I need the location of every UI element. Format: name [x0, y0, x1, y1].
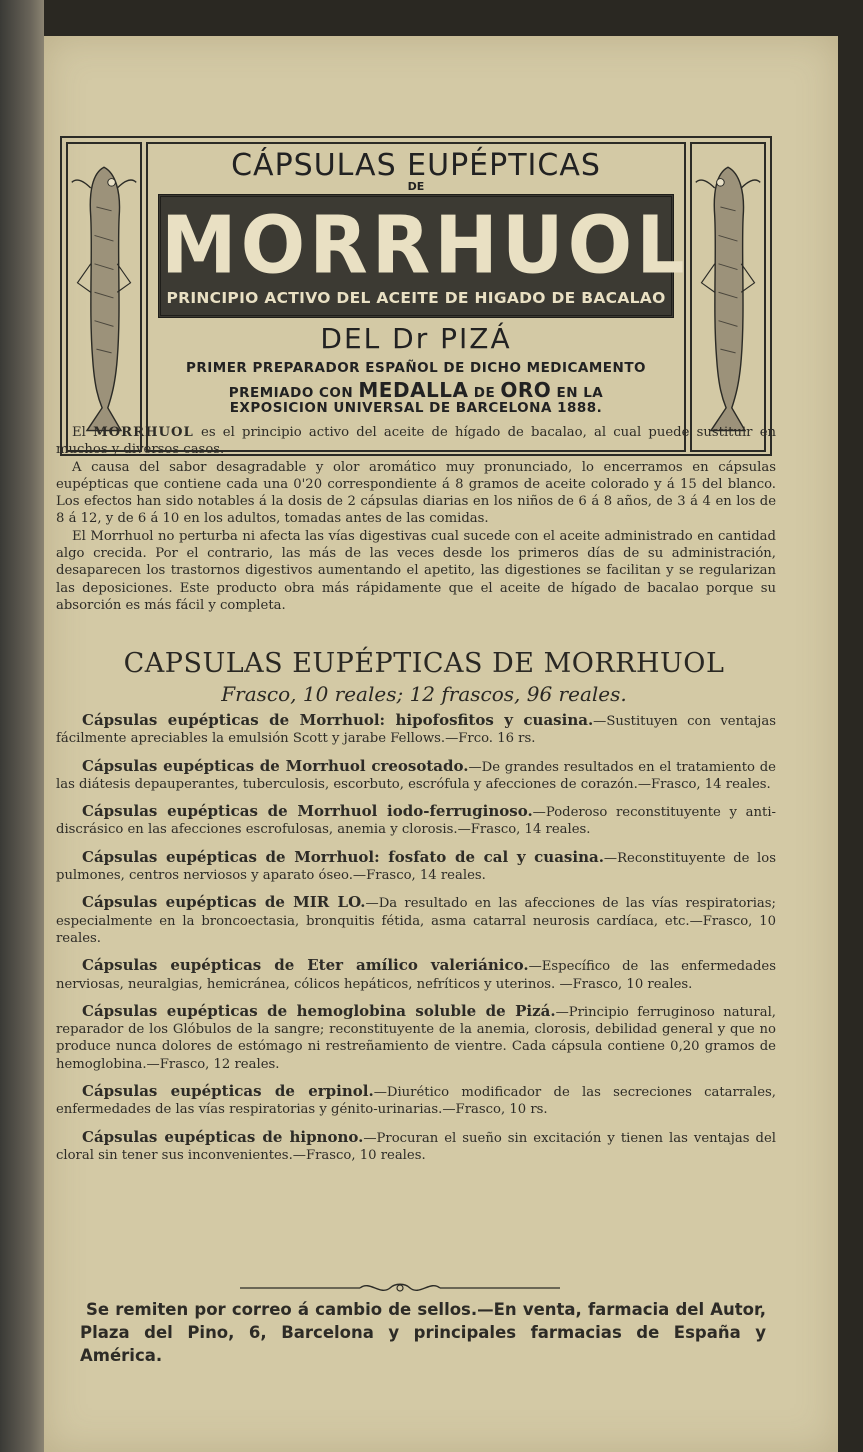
- intro-paragraph-3: El Morrhuol no perturba ni afecta las vías digestivas cual sucede con el aceite administrado en cantidad algo crecida. Por el contrario, las más de las veces desde los primeros días de su administración, desaparecen los trastornos digestivos aumentando el apetito, las digestiones se facilitan y se regularizan las deposiciones. Este producto obra más rápidamente que el aceite de hígado de bacalao porque su absorción es más fácil y completa.: [56, 528, 776, 613]
- product-name: Cápsulas eupépticas de MIR LO.: [82, 893, 366, 912]
- product-title-de: DE: [407, 180, 425, 193]
- award-en-la: EN LA: [556, 385, 604, 401]
- product-description: —Específico de las enfermedades nerviosas, neuralgias, hemicránea, cólicos hepáticos, nefríticos y uterinos. —Frasco, 10 reales.: [56, 959, 776, 992]
- product-name: Cápsulas eupépticas de Morrhuol: fosfato de cal y cuasina.: [82, 847, 604, 866]
- product-description: —Reconstituyente de los pulmones, centros nerviosos y aparato óseo.—Frasco, 14 reales.: [56, 850, 776, 884]
- intro-paragraph-2: A causa del sabor desagradable y olor aromático muy pronunciado, lo encerramos en cápsulas eupépticas que contiene cada una 0'20 correspondiente á 8 gramos de aceite colorado y á 15 del blanco. Los efectos han sido notables á la dosis de 2 cápsulas diarias en los niños de 6 á 8 años, de 3 á 4 en los de 8 á 12, y de 6 á 10 en los adultos, tomadas antes de las comidas.: [56, 459, 776, 527]
- product-item: [56, 1129, 776, 1165]
- brand-banner: [158, 194, 689, 318]
- award-oro: ORO: [500, 378, 552, 402]
- fish-illustration-left: [66, 142, 142, 452]
- fish-illustration-right: [690, 142, 766, 452]
- product-item: [56, 1083, 776, 1119]
- author-name: DEL Dr PIZÁ: [320, 322, 512, 355]
- award-line-2: [148, 378, 684, 402]
- product-item: [56, 1003, 776, 1073]
- cod-fish-icon: [692, 144, 764, 450]
- brand-subtitle: PRINCIPIO ACTIVO DEL ACEITE DE HIGADO DE BACALAO: [166, 289, 666, 307]
- intro-paragraph-1: [56, 424, 776, 459]
- section-price: Frasco, 10 reales; 12 frascos, 96 reales.: [221, 682, 627, 706]
- product-name: Cápsulas eupépticas de Eter amílico valeriánico.: [82, 956, 529, 975]
- product-item: [56, 957, 776, 993]
- product-description: —Principio ferruginoso natural, reparador de los Glóbulos de la sangre; reconstituyente de la anemia, clorosis, debilidad general y que no produce nunca dolores de estómago ni restreñamiento de vientre. Cada cápsula contiene 0,20 gramos de hemoglobina.—Frasco, 12 reales.: [56, 1004, 776, 1072]
- product-item: [56, 803, 776, 839]
- product-description: —Da resultado en las afecciones de las vías respiratorias; especialmente en la broncoectasia, bronquitis fétida, asma catarral neurosis cardíaca, etc.—Frasco, 10 reales.: [56, 896, 777, 946]
- product-item: [56, 849, 776, 885]
- intro-text: [56, 424, 776, 614]
- product-name: Cápsulas eupépticas de hemoglobina soluble de Pizá.: [82, 1001, 556, 1020]
- product-description: —Procuran el sueño sin excitación y tienen las ventajas del cloral sin tener sus inconvenientes.—Frasco, 10 reales.: [56, 1130, 776, 1163]
- product-description: —Sustituyen con ventajas fácilmente apreciables la emulsión Scott y jarabe Fellows.—Frco. 16 rs.: [56, 714, 776, 747]
- product-list: [56, 712, 776, 1174]
- product-title-top: CÁPSULAS EUPÉPTICAS: [231, 148, 601, 183]
- title-panel: [146, 142, 689, 452]
- product-description: —Poderoso reconstituyente y anti-discrásico en las afecciones escrofulosas, anemia y clorosis.—Frasco, 14 reales.: [56, 805, 776, 838]
- ornament-divider-icon: [240, 1280, 560, 1296]
- product-name: Cápsulas eupépticas de hipnono.: [82, 1127, 364, 1146]
- award-line-1: PRIMER PREPARADOR ESPAÑOL DE DICHO MEDICAMENTO: [185, 360, 647, 376]
- award-line-3: EXPOSICION UNIVERSAL DE BARCELONA 1888.: [229, 400, 603, 416]
- footer-note: Se remiten por correo á cambio de sellos.—En venta, farmacia del Autor, Plaza del Pino, 6, Barcelona y principales farmacias de España y América.: [80, 1300, 766, 1365]
- section-title: CAPSULAS EUPÉPTICAS DE MORRHUOL: [123, 648, 725, 679]
- product-item: [56, 758, 776, 794]
- product-description: —De grandes resultados en el tratamiento de las diátesis depauperantes, tuberculosis, escorbuto, escrófula y afecciones de corazón.—Frasco, 14 reales.: [56, 759, 776, 792]
- award-medalla: MEDALLA: [358, 378, 469, 402]
- product-description: —Diurético modificador de las secreciones catarrales, enfermedades de las vías respiratorias y génito-urinarias.—Frasco, 10 rs.: [56, 1085, 776, 1118]
- document-page: [44, 36, 838, 1452]
- intro-lead: El: [72, 425, 86, 440]
- product-item: [56, 894, 776, 947]
- intro-rest: es el principio activo del aceite de hígado de bacalao, al cual puede sustituir en muchos y diversos casos.: [56, 425, 776, 458]
- product-name: Cápsulas eupépticas de Morrhuol creosotado.: [82, 756, 469, 775]
- cod-fish-icon: [68, 144, 140, 450]
- product-name: Cápsulas eupépticas de Morrhuol iodo-ferruginoso.: [82, 802, 533, 821]
- advertisement-header: [60, 136, 772, 456]
- intro-brand: MORRHUOL: [93, 425, 194, 440]
- brand-name: MORRHUOL: [161, 197, 689, 292]
- book-spine: [0, 0, 44, 1452]
- product-item: [56, 712, 776, 748]
- product-name: Cápsulas eupépticas de erpinol.: [82, 1082, 374, 1101]
- award-premiado: PREMIADO CON: [228, 385, 354, 401]
- product-name: Cápsulas eupépticas de Morrhuol: hipofosfitos y cuasina.: [82, 711, 594, 729]
- award-de: DE: [473, 385, 496, 401]
